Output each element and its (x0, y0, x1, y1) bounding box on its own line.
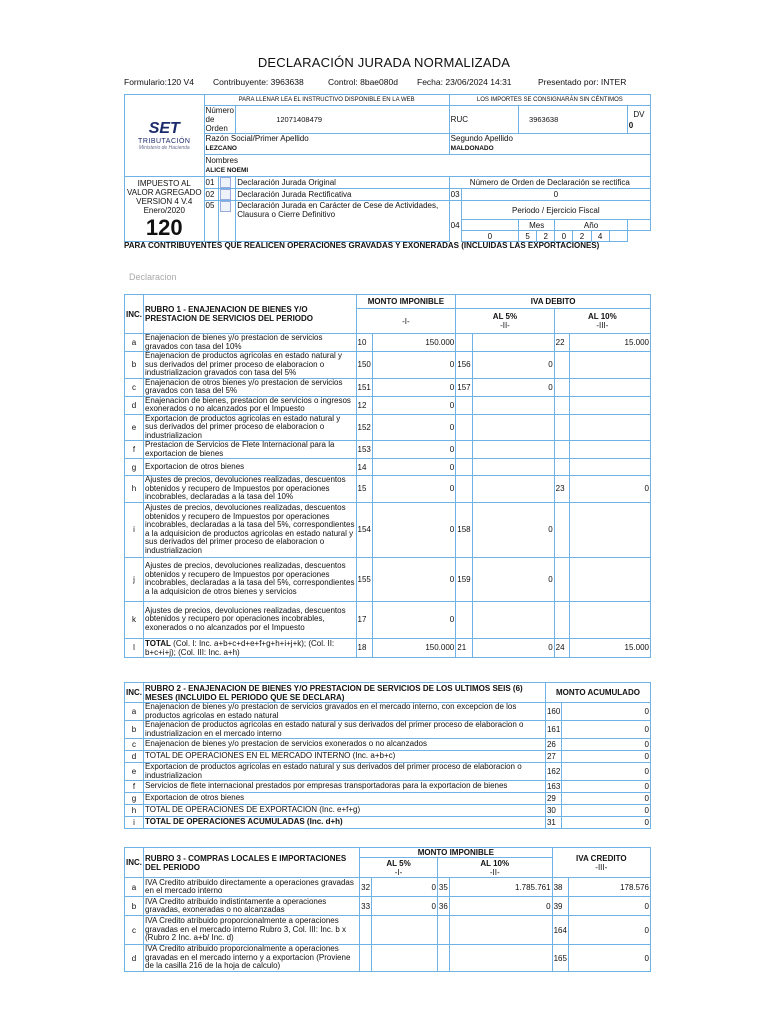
digit-2: 5 (519, 231, 537, 242)
row-code-1: 150 (356, 352, 372, 379)
row-code-3: 23 (554, 476, 569, 503)
razon-cell (204, 134, 449, 155)
row-code: 30 (545, 805, 561, 817)
row-code: 160 (545, 703, 561, 721)
row-inc: c (125, 739, 144, 751)
row-value: 0 (562, 763, 651, 781)
rubro3-body (125, 878, 651, 972)
rubro1-row-c (125, 378, 651, 396)
row-description: Ajustes de precios, devoluciones realizadas, descuentos obtenidos y recupero por operaciones incobrables, exonerados o no alcanzados por el Impuesto (144, 601, 357, 638)
instructivo-note: PARA LLENAR LEA EL INSTRUCTIVO DISPONIBLE EN LA WEB (204, 95, 449, 106)
row-value-2: 1.785.761 (449, 878, 552, 897)
row-value-1: 0 (372, 476, 455, 503)
nombres-cell (204, 155, 650, 177)
digit-4: 0 (555, 231, 573, 242)
digit-1: 0 (461, 231, 518, 242)
meta-contribuyente: Contribuyente: 3963638 (213, 77, 304, 87)
row-value-1: 0 (372, 396, 455, 414)
row-value: 0 (562, 739, 651, 751)
code-02: 02 (204, 189, 219, 201)
row-code-3: 164 (552, 916, 568, 945)
row-description: Enajenacion de bienes y/o prestacion de servicios exonerados o no alcanzados (144, 739, 546, 751)
rubro1-row-g (125, 459, 651, 476)
row-description: Enajenacion de productos agricolas en estado natural y sus derivados del primer proceso de elaboracion o industrializacion gravados con tasa del 5% (144, 352, 357, 379)
row-code-2 (456, 334, 472, 352)
row-value-3 (569, 414, 650, 441)
rubro1-total-value1: 150.000 (372, 638, 455, 657)
code-04: 04 (449, 201, 461, 242)
digit-6: 4 (591, 231, 609, 242)
meta-control: Control: 8bae080d (328, 77, 398, 87)
row-value-3: 15.000 (569, 334, 650, 352)
digit-5: 2 (573, 231, 591, 242)
row-value-2: 0 (472, 378, 554, 396)
rubro1-iva-header: IVA DEBITO (456, 295, 651, 309)
row-value-3 (569, 557, 650, 601)
logo-tributacion-text: TRIBUTACIÓN (138, 138, 191, 145)
segundo-label: Segundo Apellido (450, 134, 513, 143)
header-table (124, 94, 651, 242)
row-description: TOTAL DE OPERACIONES ACUMULADAS (Inc. d+h) (144, 817, 546, 829)
row-code: 26 (545, 739, 561, 751)
rubro2-inc-header: INC. (125, 683, 144, 703)
row-inc: j (125, 557, 144, 601)
row-value-2: 0 (472, 557, 554, 601)
rubro3-monto-header: MONTO IMPONIBLE (360, 848, 552, 858)
row-description: Enajenacion de bienes y/o prestacion de servicios gravados en el mercado interno, con excepcion de los productos agricolas en estado natural (144, 703, 546, 721)
segundo-cell (449, 134, 650, 155)
row-code-3 (554, 502, 569, 557)
row-code-2: 159 (456, 557, 472, 601)
row-value-3 (569, 352, 650, 379)
row-value-1: 0 (372, 459, 455, 476)
rubro2-monto-header: MONTO ACUMULADO (545, 683, 650, 703)
row-code-1: 15 (356, 476, 372, 503)
rubro1-row-b (125, 352, 651, 379)
row-value-1: 0 (372, 414, 455, 441)
row-value-3: 0 (568, 916, 650, 945)
value-03: 0 (461, 189, 650, 201)
row-description: IVA Credito atribuido directamente a operaciones gravadas en el mercado interno (144, 878, 360, 897)
label-01: Declaración Jurada Original (236, 177, 449, 189)
row-inc: g (125, 459, 144, 476)
row-code: 27 (545, 751, 561, 763)
label-05: Declaración Jurada en Carácter de Cese de Actividades, Clausura o Cierre Definitivo (236, 201, 449, 242)
row-inc: d (125, 396, 144, 414)
row-description: Exportacion de productos agricolas en estado natural y sus derivados del primer proceso de elaboracion o industrializacion (144, 763, 546, 781)
row-code: 162 (545, 763, 561, 781)
rubro1-table (124, 294, 651, 658)
row-code: 161 (545, 721, 561, 739)
dv-value: 0 (628, 120, 634, 130)
row-code-2 (456, 476, 472, 503)
row-value-1: 0 (372, 557, 455, 601)
row-code: 31 (545, 817, 561, 829)
rubro1-row-e (125, 414, 651, 441)
row-code: 163 (546, 782, 561, 791)
row-inc: k (125, 601, 144, 638)
periodo-label: Periodo / Ejercicio Fiscal (461, 201, 650, 220)
row-description: Ajustes de precios, devoluciones realizadas, descuentos obtenidos y recupero de Impuestos por operaciones incobrables, declaradas a la tasa del 10% (144, 476, 357, 503)
row-description: TOTAL DE OPERACIONES EN EL MERCADO INTERNO (Inc. a+b+c) (144, 751, 546, 763)
declaracion-label: Declaracion (129, 272, 177, 282)
rubro1-row-d (125, 396, 651, 414)
row-inc: f (125, 781, 144, 793)
page-title: DECLARACIÓN JURADA NORMALIZADA (257, 55, 511, 70)
row-inc: d (125, 945, 144, 972)
anio-label: Año (555, 220, 628, 231)
row-code-2: 35 (437, 878, 449, 897)
rubro1-total-value3: 15.000 (569, 638, 650, 657)
row-value-2 (472, 414, 554, 441)
checkbox-original[interactable] (220, 177, 231, 188)
rubro2-row-i (125, 817, 651, 829)
row-description: Ajustes de precios, devoluciones realizadas, descuentos obtenidos y recupero de Impuestos por operaciones incobrables, declaradas a la tasa del 5%, correspondientes a la adquisicion de otros bienes y servicios (144, 557, 357, 601)
row-code-1: 151 (356, 378, 372, 396)
row-code-1: 153 (356, 441, 372, 459)
row-inc: i (125, 502, 144, 557)
row-inc: f (125, 441, 144, 459)
row-code-3 (554, 557, 569, 601)
row-code-2: 157 (456, 378, 472, 396)
row-code-1: 152 (356, 414, 372, 441)
rubro1-total-label: TOTAL (Col. I: Inc. a+b+c+d+e+f+g+h+i+j+k); (Col. II: b+c+i+j); (Col. III: Inc. a+h) (144, 638, 357, 657)
row-description: Exportacion de otros bienes (144, 793, 546, 805)
digit-3: 2 (537, 231, 555, 242)
row-code-3 (554, 441, 569, 459)
mes-label: Mes (519, 220, 555, 231)
row-value-2: 0 (472, 352, 554, 379)
row-value: 0 (562, 781, 651, 793)
row-code-3 (554, 396, 569, 414)
row-inc: b (125, 352, 144, 379)
row-value-2 (449, 945, 552, 972)
row-value-3 (569, 378, 650, 396)
row-description: Servicios de flete internacional prestados por empresas transportadoras para la exportacion de bienes (144, 781, 546, 793)
row-value-1: 0 (372, 878, 438, 897)
mes-spacer (461, 220, 518, 231)
row-code-2 (437, 916, 449, 945)
rubro1-body (125, 334, 651, 639)
row-description: IVA Credito atribuido proporcionalmente a operaciones gravadas en el mercado interno Rubro 3, Col. III: Inc. b x (Rubro 2 Inc. a+b/ Inc. d) (144, 916, 360, 945)
row-code-1: 154 (356, 502, 372, 557)
row-inc: a (125, 703, 144, 721)
row-code-3 (554, 378, 569, 396)
row-value: 0 (562, 751, 651, 763)
row-code-1: 155 (356, 557, 372, 601)
form-number: 120 (145, 215, 183, 240)
row-value-2 (472, 396, 554, 414)
row-code-2 (456, 414, 472, 441)
row-value-1: 0 (372, 352, 455, 379)
meta-formulario: Formulario:120 V4 (124, 77, 194, 87)
form-meta (124, 77, 664, 87)
rubro1-row-a (125, 334, 651, 352)
rubro3-iva-header: IVA CREDITO -III- (552, 848, 650, 878)
row-code-1: 12 (356, 396, 372, 414)
impuesto-label: IMPUESTO AL VALOR AGREGADO VERSION 4 V.4 Enero/2020 (127, 179, 202, 215)
row-inc: b (125, 721, 144, 739)
logo-subtitle: Ministerio de Hacienda (138, 145, 190, 151)
rubro3-title: RUBRO 3 - COMPRAS LOCALES E IMPORTACIONES DEL PERIODO (144, 848, 360, 878)
checkbox-cese[interactable] (220, 201, 231, 212)
rubro1-row-h (125, 476, 651, 503)
rubro2-row-e (125, 763, 651, 781)
rubro1-row-f (125, 441, 651, 459)
rubro1-al5-header: AL 5% -II- (456, 309, 554, 334)
row-description: Prestacion de Servicios de Flete Internacional para la exportacion de bienes (144, 441, 357, 459)
row-inc: b (125, 897, 144, 916)
row-code-3: 38 (552, 878, 568, 897)
row-inc: h (125, 476, 144, 503)
row-value-1: 150.000 (372, 334, 455, 352)
rubro1-row-k (125, 601, 651, 638)
row-code-1: 10 (356, 334, 372, 352)
row-inc: a (125, 878, 144, 897)
set-logo (125, 95, 205, 177)
rubro2-row-d (125, 751, 651, 763)
rubro2-table (124, 682, 651, 829)
periodo-spacer (627, 220, 650, 231)
code-05: 05 (204, 201, 219, 242)
code-03: 03 (450, 190, 460, 199)
orden-value: 12071408479 (236, 106, 449, 134)
row-code-3: 165 (552, 945, 568, 972)
row-value: 0 (562, 721, 651, 739)
label-02: Declaración Jurada Rectificativa (236, 189, 449, 201)
rubro1-total-code2: 21 (456, 638, 472, 657)
row-value-3: 178.576 (568, 878, 650, 897)
row-value-3: 0 (568, 945, 650, 972)
row-value-2: 0 (449, 897, 552, 916)
rubro3-al10-header: AL 10% -II- (437, 858, 552, 878)
row-inc: g (125, 793, 144, 805)
rubro3-row-b (125, 897, 651, 916)
row-code-1: 32 (360, 878, 372, 897)
rubro3-inc-header: INC. (125, 848, 144, 878)
row-value-3 (569, 502, 650, 557)
row-inc: d (125, 751, 144, 763)
logo-set-text: SET (148, 120, 180, 137)
code-01: 01 (204, 177, 219, 189)
rubro1-row-j (125, 557, 651, 601)
row-value-2 (472, 334, 554, 352)
row-value: 0 (562, 793, 651, 805)
row-inc: i (125, 817, 144, 829)
row-value-3 (569, 396, 650, 414)
row-value-1 (372, 945, 438, 972)
row-code-3 (554, 601, 569, 638)
rubro2-body (125, 703, 651, 829)
rubro3-al5-header: AL 5% -I- (360, 858, 438, 878)
row-value: 0 (562, 817, 651, 829)
row-description: Enajenacion de productos agricolas en estado natural y sus derivados del primer proceso de elaboracion o industrializacion en el mercado interno (144, 721, 546, 739)
row-code-2 (437, 945, 449, 972)
row-value-2 (472, 441, 554, 459)
impuesto-block (125, 177, 205, 242)
rubro3-row-a (125, 878, 651, 897)
row-code-1 (360, 916, 372, 945)
row-inc: c (125, 378, 144, 396)
row-code-1: 17 (356, 601, 372, 638)
rubro2-row-h (125, 805, 651, 817)
row-code-3 (554, 414, 569, 441)
nombres-label: Nombres (205, 155, 238, 165)
row-code-1: 14 (356, 459, 372, 476)
rubro2-row-a (125, 703, 651, 721)
checkbox-02[interactable] (219, 189, 236, 201)
row-code-2: 158 (456, 502, 472, 557)
row-value-1: 0 (372, 441, 455, 459)
rubro1-total-code1: 18 (356, 638, 372, 657)
row-code-3: 39 (552, 897, 568, 916)
row-description: Enajenacion de bienes, prestacion de servicios o ingresos exonerados o no alcanzados por el Impuesto (144, 396, 357, 414)
digit-spacer (609, 231, 627, 242)
contribuyentes-note: PARA CONTRIBUYENTES QUE REALICEN OPERACIONES GRAVADAS Y EXONERADAS (INCLUIDAS LAS EXPORTACIONES) (124, 241, 600, 250)
row-code-1: 33 (360, 897, 372, 916)
row-description: IVA Credito atribuido proporcionalmente a operaciones gravadas en el mercado interno y a exportacion (Proviene de la casilla 216 de la hoja de calculo) (144, 945, 360, 972)
row-code: 29 (545, 793, 561, 805)
ruc-value: 3963638 (519, 106, 628, 134)
razon-label: Razón Social/Primer Apellido (205, 134, 309, 143)
checkbox-05[interactable] (219, 201, 236, 242)
segundo-value: MALDONADO (450, 145, 494, 152)
razon-value: LEZCANO (205, 145, 237, 152)
row-value-2 (472, 459, 554, 476)
row-description: Exportacion de productos agricolas en estado natural y sus derivados del primer proceso de elaboracion o industrializacion (144, 414, 357, 441)
rubro3-table (124, 847, 651, 972)
rubro3-row-c (125, 916, 651, 945)
row-description: Ajustes de precios, devoluciones realizadas, descuentos obtenidos y recupero de Impuestos por operaciones incobrables, declaradas a la tasa del 5%, correspondientes a la adquisicion de productos agricolas en estado natural y sus derivados del primer proceso de elaboracion o industrializacion (144, 502, 357, 557)
row-value-3 (569, 601, 650, 638)
rubro1-monto-roman: -I- (356, 309, 456, 334)
row-code-2 (456, 441, 472, 459)
rectifica-label: Número de Orden de Declaración se rectifica (449, 177, 650, 189)
row-value-3 (569, 441, 650, 459)
rubro1-total-code3: 24 (554, 638, 569, 657)
row-code-3 (554, 352, 569, 379)
row-code-3 (554, 459, 569, 476)
row-description: Enajenacion de bienes y/o prestacion de servicios gravados con tasa del 10% (144, 334, 357, 352)
row-description: Exportacion de otros bienes (144, 459, 357, 476)
rubro1-total-value2: 0 (472, 638, 554, 657)
row-code-2: 156 (456, 352, 472, 379)
checkbox-rectificativa[interactable] (220, 189, 231, 200)
row-value-1: 0 (372, 502, 455, 557)
row-code-1 (360, 945, 372, 972)
rubro2-title: RUBRO 2 - ENAJENACION DE BIENES Y/O PRESTACION DE SERVICIOS DE LOS ULTIMOS SEIS (6) MESES (INCLUIDO EL PERIODO QUE SE DECLARA) (144, 683, 546, 703)
dv-cell (627, 106, 650, 134)
rubro2-row-g (125, 793, 651, 805)
rubro1-total-inc: l (125, 638, 144, 657)
row-value-1: 0 (372, 378, 455, 396)
row-code-2 (456, 396, 472, 414)
rubro2-row-c (125, 739, 651, 751)
rubro3-row-d (125, 945, 651, 972)
row-inc: h (125, 805, 144, 817)
row-description: Enajenacion de otros bienes y/o prestacion de servicios gravados con tasa del 5% (144, 378, 357, 396)
row-value-1: 0 (372, 897, 438, 916)
row-code-2 (456, 601, 472, 638)
row-inc: c (125, 916, 144, 945)
row-value-2 (449, 916, 552, 945)
rubro1-monto-header: MONTO IMPONIBLE (356, 295, 456, 309)
row-value-2 (472, 476, 554, 503)
row-code-3: 22 (554, 334, 569, 352)
orden-label: Número de Orden (205, 106, 234, 133)
rubro2-row-f (125, 781, 651, 793)
ruc-label: RUC (449, 106, 518, 134)
row-value-2: 0 (472, 502, 554, 557)
rubro2-row-b (125, 721, 651, 739)
row-value-1: 0 (372, 601, 455, 638)
row-value-2 (472, 601, 554, 638)
rubro1-total-row (125, 638, 651, 657)
row-value-3: 0 (568, 897, 650, 916)
centimos-note: LOS IMPORTES SE CONSIGNARÁN SIN CÉNTIMOS (449, 95, 650, 106)
row-code-2: 36 (437, 897, 449, 916)
row-code-2 (456, 459, 472, 476)
row-description: TOTAL DE OPERACIONES DE EXPORTACION (Inc. e+f+g) (144, 805, 546, 817)
rubro1-title: RUBRO 1 - ENAJENACION DE BIENES Y/O PRESTACION DE SERVICIOS DEL PERIODO (144, 295, 357, 334)
row-inc: a (125, 334, 144, 352)
rubro1-inc-header: INC. (125, 295, 144, 334)
row-inc: e (125, 763, 144, 781)
row-value-3 (569, 459, 650, 476)
row-value: 0 (562, 805, 651, 817)
row-inc: e (125, 414, 144, 441)
row-description: IVA Credito atribuido indistintamente a operaciones gravadas, exoneradas o no alcanzadas (144, 897, 360, 916)
meta-fecha: Fecha: 23/06/2024 14:31 (417, 77, 512, 87)
checkbox-01[interactable] (219, 177, 236, 189)
row-value-3: 0 (569, 476, 650, 503)
dv-label: DV (633, 109, 645, 119)
rubro1-row-i (125, 502, 651, 557)
row-value-1 (372, 916, 438, 945)
row-value: 0 (562, 703, 651, 721)
meta-presentado: Presentado por: INTER (538, 77, 627, 87)
nombres-value: ALICE NOEMI (205, 166, 249, 174)
rubro1-al10-header: AL 10% -III- (554, 309, 650, 334)
